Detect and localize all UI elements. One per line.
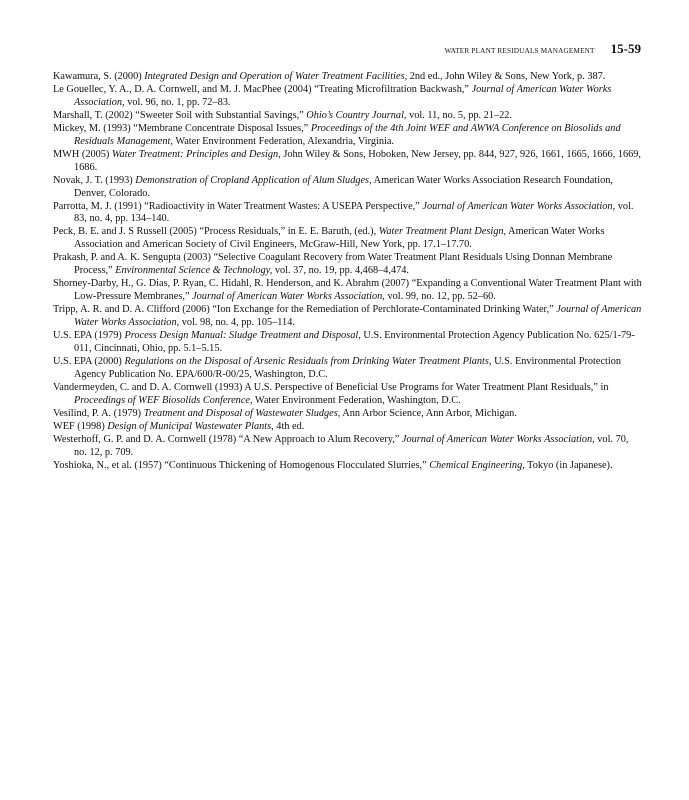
reference-entry: Shorney-Darby, H., G. Dias, P. Ryan, C. Hidahl, R. Henderson, and K. Abrahm (2007) “Expanding a Conventional Water Treatment Plant with Low-Pressure Membranes,” Journal of American Water Works Association, vol. 99, no. 12, pp. 52–60. <box>53 278 642 303</box>
reference-entry: U.S. EPA (2000) Regulations on the Disposal of Arsenic Residuals from Drinking Water Treatment Plants, U.S. Environmental Protection Agency Publication No. EPA/600/R-00/25, Washington, D.C. <box>53 355 622 380</box>
reference-entry: Kawamura, S. (2000) Integrated Design and Operation of Water Treatment Facilities, 2nd ed., John Wiley & Sons, New York, p. 387. <box>53 71 606 82</box>
reference-entry: U.S. EPA (1979) Process Design Manual: Sludge Treatment and Disposal, U.S. Environmental Protection Agency Publication No. 625/1-79-011, Cincinnati, Ohio, pp. 5.1–5.15. <box>53 330 635 355</box>
reference-entry: Parrotta, M. J. (1991) “Radioactivity in Water Treatment Wastes: A USEPA Perspective,” Journal of American Water Works Association, vol. 83, no. 4, pp. 134–140. <box>53 200 634 225</box>
reference-entry: Marshall, T. (2002) “Sweeter Soil with Substantial Savings,” Ohio’s Country Journal, vol. 11, no. 5, pp. 21–22. <box>53 109 512 121</box>
running-title: WATER PLANT RESIDUALS MANAGEMENT <box>444 47 595 55</box>
reference-entry: Tripp, A. R. and D. A. Clifford (2006) “Ion Exchange for the Remediation of Perchlorate-Contaminated Drinking Water,” Journal of American Water Works Association, vol. 98, no. 4, pp. 105–114. <box>53 304 642 329</box>
reference-entry: Peck, B. E. and J. S Russell (2005) “Process Residuals,” in E. E. Baruth, (ed.), Water Treatment Plant Design, American Water Works Association and American Society of Civil Engineers, McGraw-Hill, New York, pp. 17.1–17.70. <box>53 226 605 251</box>
reference-entry: Mickey, M. (1993) “Membrane Concentrate Disposal Issues,” Proceedings of the 4th Joint WEF and AWWA Conference on Biosolids and Residuals Management, Water Environment Federation, Alexandria, Virginia. <box>53 122 621 147</box>
page-number: 15-59 <box>610 41 641 56</box>
reference-entry: Westerhoff, G. P. and D. A. Cornwell (1978) “A New Approach to Alum Recovery,” Journal of American Water Works Association, vol. 70, no. 12, p. 709. <box>53 433 629 458</box>
reference-entry: Le Gouellec, Y. A., D. A. Cornwell, and M. J. MacPhee (2004) “Treating Microfiltration Backwash,” Journal of American Water Works Association, vol. 96, no. 1, pp. 72–83. <box>53 83 612 108</box>
running-head <box>444 41 641 57</box>
reference-entry: MWH (2005) Water Treatment: Principles and Design, John Wiley & Sons, Hoboken, New Jersey, pp. 844, 927, 926, 1661, 1665, 1666, 1669, 1686. <box>53 148 642 173</box>
reference-entry: Yoshioka, N., et al. (1957) “Continuous Thickening of Homogenous Flocculated Slurries,” Chemical Engineering, Tokyo (in Japanese). <box>53 459 613 471</box>
reference-entry: Prakash, P. and A. K. Sengupta (2003) “Selective Coagulant Recovery from Water Treatment Plant Residuals Using Donnan Membrane Process,” Environmental Science & Technology, vol. 37, no. 19, pp. 4,468–4,474. <box>53 252 613 277</box>
reference-entry: Vandermeyden, C. and D. A. Cornwell (1993) A U.S. Perspective of Beneficial Use Programs for Water Treatment Plant Residuals,” in Proceedings of WEF Biosolids Conference, Water Environment Federation, Washington, D.C. <box>53 381 609 406</box>
reference-entry: Novak, J. T. (1993) Demonstration of Cropland Application of Alum Sludges, American Water Works Association Research Foundation, Denver, Colorado. <box>53 174 613 199</box>
reference-list <box>53 71 643 473</box>
reference-entry: Vesilind, P. A. (1979) Treatment and Disposal of Wastewater Sludges, Ann Arbor Science, Ann Arbor, Michigan. <box>53 407 517 419</box>
reference-entry: WEF (1998) Design of Municipal Wastewater Plants, 4th ed. <box>53 420 305 432</box>
